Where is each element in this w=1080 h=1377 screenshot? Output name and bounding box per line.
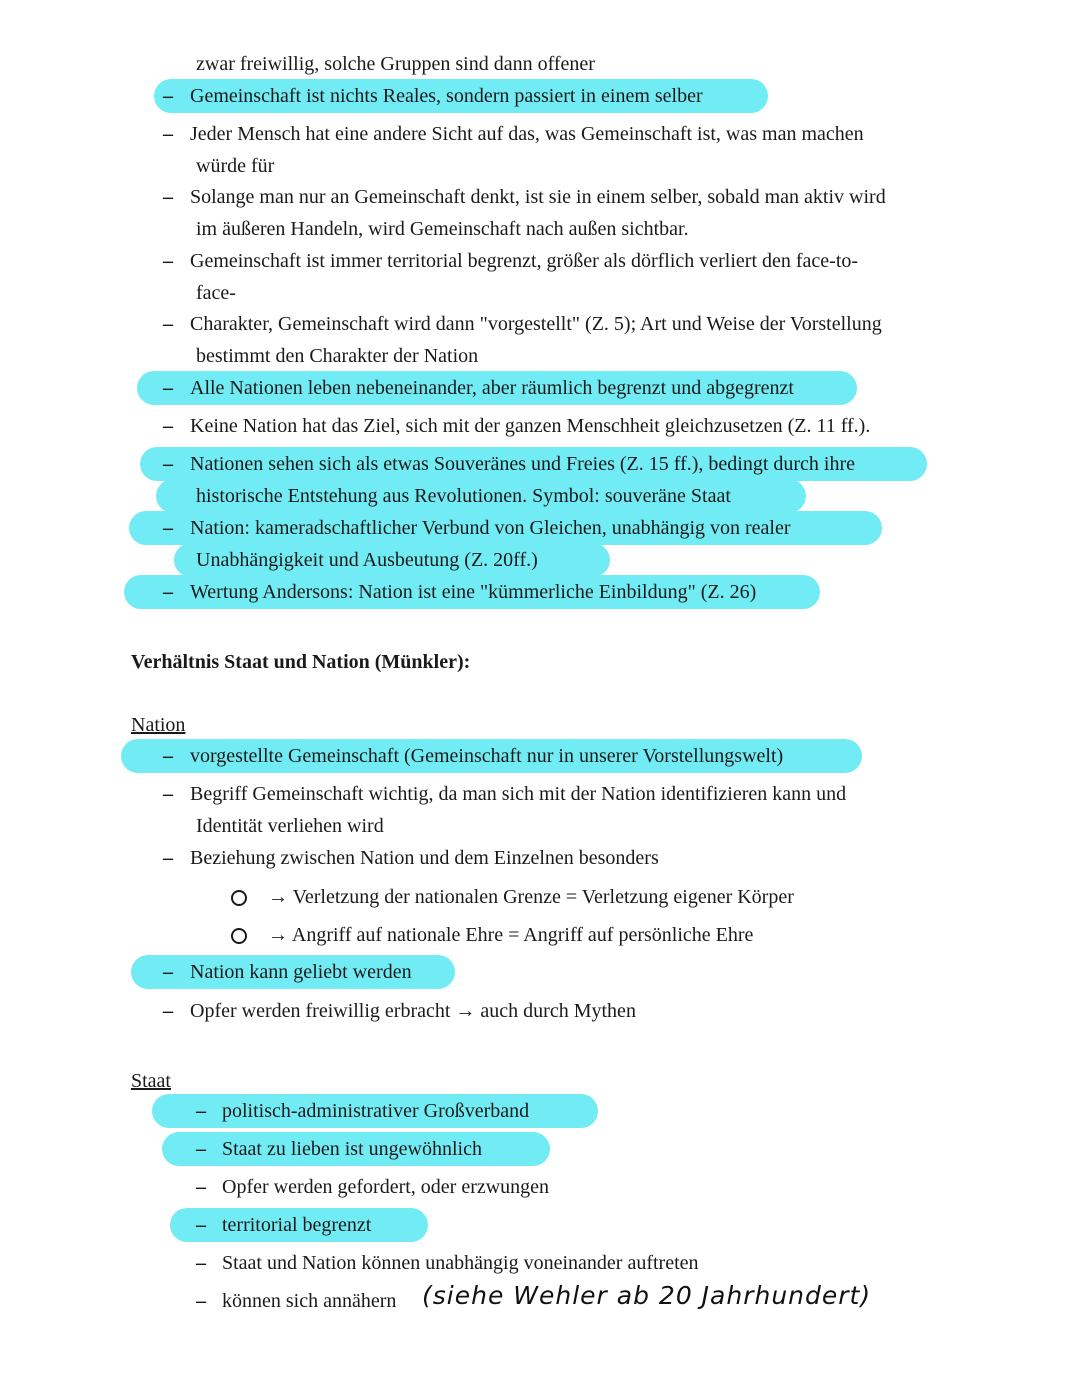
circle-bullet-icon (231, 890, 247, 906)
list-item: Begriff Gemeinschaft wichtig, da man sich mit der Nation identifizieren kann und (190, 783, 847, 805)
staat-heading: Staat (131, 1070, 171, 1092)
dash-bullet: – (196, 1252, 206, 1274)
list-item: Wertung Andersons: Nation ist eine "kümmerliche Einbildung" (Z. 26) (190, 581, 757, 603)
dash-bullet: – (196, 1290, 206, 1312)
list-item: territorial begrenzt (222, 1214, 372, 1236)
dash-bullet: – (163, 313, 173, 335)
list-item: Gemeinschaft ist nichts Reales, sondern passiert in einem selber (190, 85, 703, 107)
dash-bullet: – (163, 783, 173, 805)
list-item: Opfer werden freiwillig erbracht → auch durch Mythen (190, 1000, 636, 1022)
dash-bullet: – (163, 123, 173, 145)
dash-bullet: – (163, 250, 173, 272)
list-item: politisch-administrativer Großverband (222, 1100, 530, 1122)
continuation-text: historische Entstehung aus Revolutionen. Symbol: souveräne Staat (196, 485, 731, 507)
list-item: Nation kann geliebt werden (190, 961, 412, 983)
list-item: Staat zu lieben ist ungewöhnlich (222, 1138, 482, 1160)
dash-bullet: – (163, 581, 173, 603)
continuation-text: zwar freiwillig, solche Gruppen sind dann offener (196, 53, 595, 75)
continuation-text: würde für (196, 155, 275, 177)
dash-bullet: – (196, 1214, 206, 1236)
continuation-text: bestimmt den Charakter der Nation (196, 345, 479, 367)
continuation-text: Identität verliehen wird (196, 815, 384, 837)
continuation-text: im äußeren Handeln, wird Gemeinschaft nach außen sichtbar. (196, 218, 689, 240)
dash-bullet: – (196, 1176, 206, 1198)
dash-bullet: – (163, 85, 173, 107)
list-item: Opfer werden gefordert, oder erzwungen (222, 1176, 550, 1198)
continuation-text: face- (196, 282, 236, 304)
list-item: Jeder Mensch hat eine andere Sicht auf das, was Gemeinschaft ist, was man machen (190, 123, 864, 145)
list-item: Alle Nationen leben nebeneinander, aber räumlich begrenzt und abgegrenzt (190, 377, 794, 399)
dash-bullet: – (163, 1000, 173, 1022)
dash-bullet: – (196, 1100, 206, 1122)
list-item: vorgestellte Gemeinschaft (Gemeinschaft nur in unserer Vorstellungswelt) (190, 745, 784, 767)
dash-bullet: – (163, 517, 173, 539)
list-item: Nationen sehen sich als etwas Souveränes und Freies (Z. 15 ff.), bedingt durch ihre (190, 453, 856, 475)
continuation-text: Unabhängigkeit und Ausbeutung (Z. 20ff.) (196, 549, 538, 571)
circle-bullet-icon (231, 928, 247, 944)
section-title: Verhältnis Staat und Nation (Münkler): (131, 651, 471, 673)
list-item: Charakter, Gemeinschaft wird dann "vorgestellt" (Z. 5); Art und Weise der Vorstellung (190, 313, 882, 335)
dash-bullet: – (163, 415, 173, 437)
sub-list-item: → Angriff auf nationale Ehre = Angriff auf persönliche Ehre (268, 924, 754, 946)
list-item: Gemeinschaft ist immer territorial begrenzt, größer als dörflich verliert den face-to- (190, 250, 859, 272)
list-item: können sich annähern (222, 1290, 397, 1312)
list-item: Staat und Nation können unabhängig voneinander auftreten (222, 1252, 699, 1274)
list-item: Beziehung zwischen Nation und dem Einzelnen besonders (190, 847, 659, 869)
list-item: Keine Nation hat das Ziel, sich mit der ganzen Menschheit gleichzusetzen (Z. 11 ff.). (190, 415, 871, 437)
list-item: Nation: kameradschaftlicher Verbund von Gleichen, unabhängig von realer (190, 517, 791, 539)
dash-bullet: – (163, 961, 173, 983)
dash-bullet: – (196, 1138, 206, 1160)
dash-bullet: – (163, 377, 173, 399)
list-item: Solange man nur an Gemeinschaft denkt, ist sie in einem selber, sobald man aktiv wird (190, 186, 886, 208)
sub-list-item: → Verletzung der nationalen Grenze = Verletzung eigener Körper (268, 886, 794, 908)
dash-bullet: – (163, 186, 173, 208)
dash-bullet: – (163, 847, 173, 869)
handwritten-note: (siehe Wehler ab 20 Jahrhundert) (422, 1281, 872, 1310)
dash-bullet: – (163, 453, 173, 475)
nation-heading: Nation (131, 714, 186, 736)
dash-bullet: – (163, 745, 173, 767)
